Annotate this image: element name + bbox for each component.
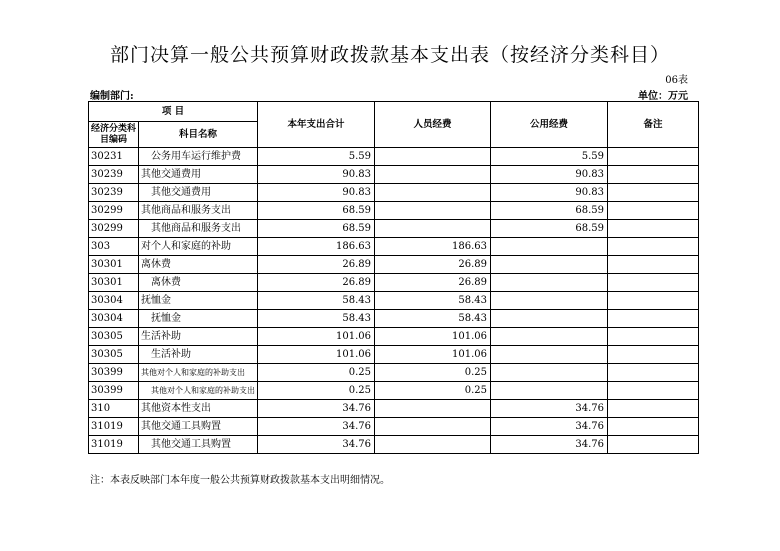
personnel-cell: 0.25 — [375, 364, 491, 382]
name-cell: 离休费 — [139, 274, 258, 292]
personnel-cell — [375, 418, 491, 436]
table-row — [89, 238, 699, 256]
remark-cell — [608, 202, 699, 220]
code-cell: 30239 — [89, 184, 139, 202]
total-cell: 58.43 — [258, 310, 375, 328]
name-cell: 对个人和家庭的补助 — [139, 238, 258, 256]
personnel-cell: 26.89 — [375, 256, 491, 274]
public-cell — [491, 382, 608, 400]
remark-cell — [608, 346, 699, 364]
page-title: 部门决算一般公共预算财政拨款基本支出表（按经济分类科目） — [109, 44, 670, 66]
personnel-cell — [375, 202, 491, 220]
total-cell: 26.89 — [258, 274, 375, 292]
remark-cell — [608, 292, 699, 310]
remark-cell — [608, 382, 699, 400]
personnel-cell: 58.43 — [375, 292, 491, 310]
public-cell: 34.76 — [491, 400, 608, 418]
personnel-cell — [375, 436, 491, 454]
public-cell: 68.59 — [491, 202, 608, 220]
name-cell: 其他交通工具购置 — [139, 436, 258, 454]
table-row — [89, 256, 699, 274]
name-cell: 其他对个人和家庭的补助支出 — [139, 382, 258, 400]
code-cell: 30239 — [89, 166, 139, 184]
code-cell: 303 — [89, 238, 139, 256]
public-cell — [491, 238, 608, 256]
name-cell: 离休费 — [139, 256, 258, 274]
remark-cell — [608, 256, 699, 274]
personnel-cell: 0.25 — [375, 382, 491, 400]
header-item: 项 目 — [89, 102, 258, 122]
code-cell: 30299 — [89, 202, 139, 220]
table-row — [89, 418, 699, 436]
name-cell: 其他交通费用 — [139, 184, 258, 202]
name-cell: 其他交通工具购置 — [139, 418, 258, 436]
public-cell: 90.83 — [491, 166, 608, 184]
table-number: 06表 — [665, 75, 688, 86]
public-cell — [491, 292, 608, 310]
table-row — [89, 328, 699, 346]
code-cell: 30301 — [89, 256, 139, 274]
code-cell: 310 — [89, 400, 139, 418]
public-cell: 5.59 — [491, 148, 608, 166]
table-row — [89, 220, 699, 238]
name-cell: 其他交通费用 — [139, 166, 258, 184]
name-cell: 抚恤金 — [139, 310, 258, 328]
total-cell: 186.63 — [258, 238, 375, 256]
total-cell: 68.59 — [258, 220, 375, 238]
name-cell: 抚恤金 — [139, 292, 258, 310]
total-cell: 58.43 — [258, 292, 375, 310]
remark-cell — [608, 184, 699, 202]
remark-cell — [608, 148, 699, 166]
table-row — [89, 364, 699, 382]
personnel-cell — [375, 148, 491, 166]
total-cell: 90.83 — [258, 166, 375, 184]
public-cell — [491, 310, 608, 328]
table-body — [89, 148, 699, 454]
remark-cell — [608, 364, 699, 382]
public-cell: 34.76 — [491, 418, 608, 436]
remark-cell — [608, 328, 699, 346]
dept-label: 编制部门: — [90, 91, 134, 102]
name-cell: 生活补助 — [139, 328, 258, 346]
code-cell: 31019 — [89, 418, 139, 436]
total-cell: 34.76 — [258, 400, 375, 418]
total-cell: 5.59 — [258, 148, 375, 166]
personnel-cell: 101.06 — [375, 346, 491, 364]
header-public: 公用经费 — [491, 102, 608, 148]
personnel-cell: 101.06 — [375, 328, 491, 346]
remark-cell — [608, 400, 699, 418]
header-total: 本年支出合计 — [258, 102, 375, 148]
code-cell: 30399 — [89, 364, 139, 382]
personnel-cell: 26.89 — [375, 274, 491, 292]
public-cell: 68.59 — [491, 220, 608, 238]
personnel-cell: 58.43 — [375, 310, 491, 328]
remark-cell — [608, 238, 699, 256]
table-row — [89, 202, 699, 220]
name-cell: 其他商品和服务支出 — [139, 202, 258, 220]
total-cell: 0.25 — [258, 364, 375, 382]
table-row — [89, 436, 699, 454]
remark-cell — [608, 310, 699, 328]
personnel-cell: 186.63 — [375, 238, 491, 256]
table-row — [89, 292, 699, 310]
remark-cell — [608, 436, 699, 454]
personnel-cell — [375, 220, 491, 238]
remark-cell — [608, 220, 699, 238]
public-cell — [491, 256, 608, 274]
personnel-cell — [375, 184, 491, 202]
header-code: 经济分类科目编码 — [89, 122, 139, 148]
expenditure-table — [88, 101, 699, 454]
name-cell: 生活补助 — [139, 346, 258, 364]
table-row — [89, 274, 699, 292]
name-cell: 其他商品和服务支出 — [139, 220, 258, 238]
header-remark: 备注 — [608, 102, 699, 148]
table-row — [89, 310, 699, 328]
total-cell: 68.59 — [258, 202, 375, 220]
total-cell: 101.06 — [258, 346, 375, 364]
code-cell: 30304 — [89, 310, 139, 328]
unit-label: 单位：万元 — [638, 91, 688, 102]
code-cell: 31019 — [89, 436, 139, 454]
total-cell: 90.83 — [258, 184, 375, 202]
personnel-cell — [375, 400, 491, 418]
public-cell — [491, 274, 608, 292]
table-row — [89, 346, 699, 364]
public-cell — [491, 328, 608, 346]
header-name: 科目名称 — [139, 122, 258, 148]
name-cell: 其他资本性支出 — [139, 400, 258, 418]
code-cell: 30301 — [89, 274, 139, 292]
total-cell: 101.06 — [258, 328, 375, 346]
public-cell: 34.76 — [491, 436, 608, 454]
code-cell: 30305 — [89, 328, 139, 346]
name-cell: 其他对个人和家庭的补助支出 — [139, 364, 258, 382]
table-row — [89, 382, 699, 400]
code-cell: 30399 — [89, 382, 139, 400]
code-cell: 30305 — [89, 346, 139, 364]
public-cell: 90.83 — [491, 184, 608, 202]
name-cell: 公务用车运行维护费 — [139, 148, 258, 166]
code-cell: 30231 — [89, 148, 139, 166]
code-cell: 30299 — [89, 220, 139, 238]
total-cell: 34.76 — [258, 436, 375, 454]
remark-cell — [608, 166, 699, 184]
code-cell: 30304 — [89, 292, 139, 310]
remark-cell — [608, 418, 699, 436]
public-cell — [491, 364, 608, 382]
total-cell: 0.25 — [258, 382, 375, 400]
footnote: 注：本表反映部门本年度一般公共预算财政拨款基本支出明细情况。 — [90, 475, 390, 486]
table-row — [89, 148, 699, 166]
remark-cell — [608, 274, 699, 292]
table-row — [89, 400, 699, 418]
total-cell: 34.76 — [258, 418, 375, 436]
public-cell — [491, 346, 608, 364]
table-row — [89, 166, 699, 184]
table-row — [89, 184, 699, 202]
header-personnel: 人员经费 — [375, 102, 491, 148]
personnel-cell — [375, 166, 491, 184]
total-cell: 26.89 — [258, 256, 375, 274]
